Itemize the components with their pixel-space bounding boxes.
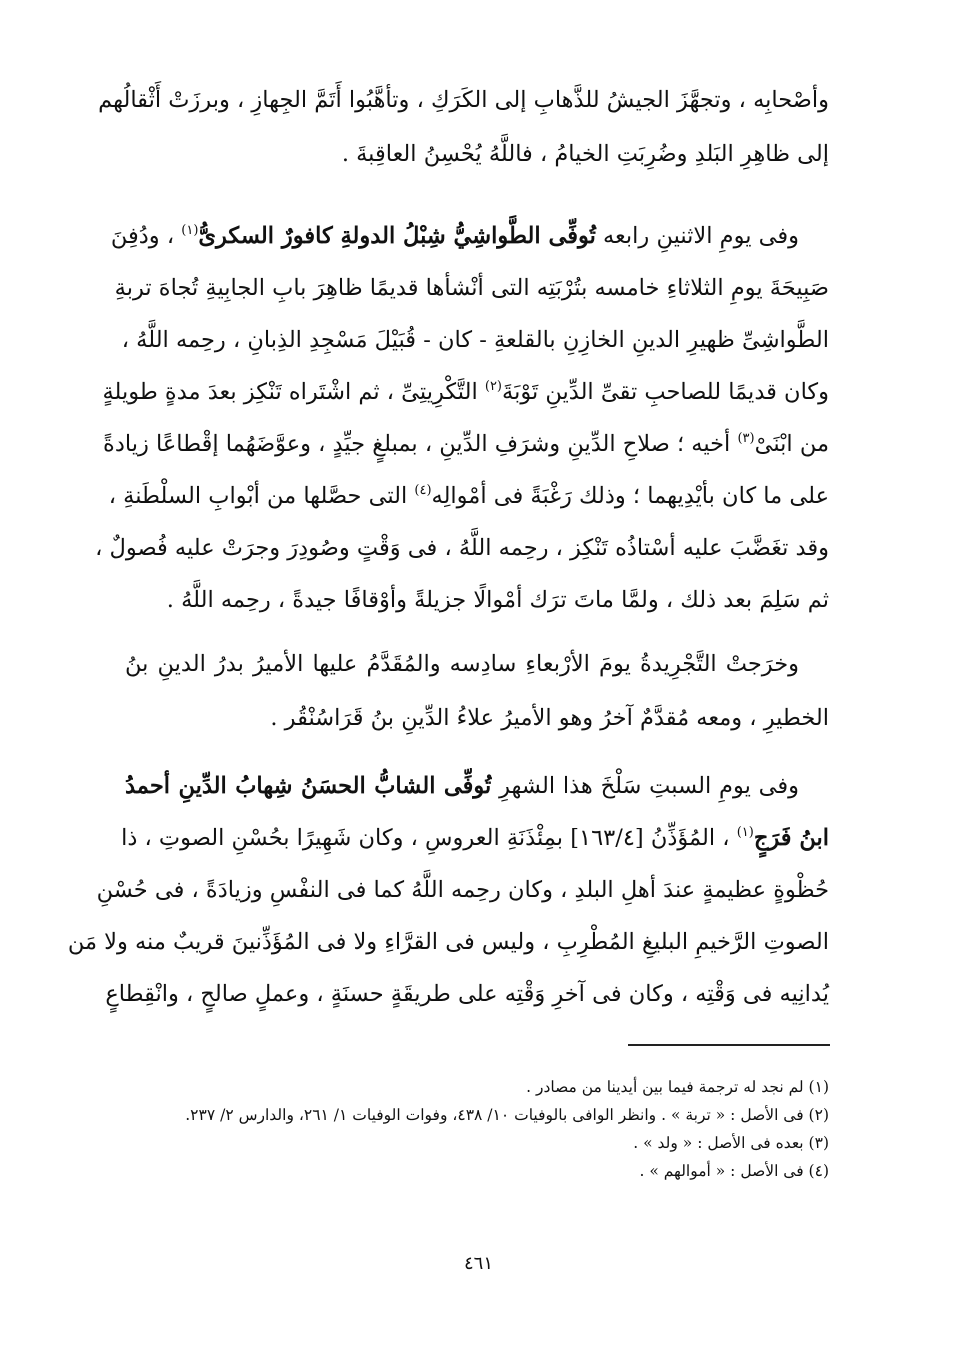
footnote-3: (٣) بعده فى الأصل : « ولد » . bbox=[633, 1134, 829, 1152]
text-run: التى حصَّلها من أبْوابِ السلْطَنةِ ، bbox=[108, 483, 415, 509]
paragraph-4-line-1 bbox=[125, 764, 829, 808]
bold-text-run: تُوفِّى الشابُّ الحسَنُ شِهابُ الدِّينِ أحمدُ bbox=[125, 773, 492, 799]
footnote-ref-2[interactable]: (٢) bbox=[484, 379, 502, 394]
paragraph-1-line-1: وأصْحابِه ، وتجهَّزَ الجيشُ للذَّهابِ إلى الكَرَكِ ، وتأهَّبُوا أَتَمَّ الجِهازِ ، وبرزَتْ أَثْقالُهم bbox=[98, 87, 829, 113]
text-run: من ابْنَىْ bbox=[754, 431, 829, 457]
text-run: ، المُؤَذِّنُ [١٦٣/٤] بمِئْذَنَةِ العروسِ ، وكان شَهِيرًا بحُسْنِ الصوتِ ، ذا bbox=[121, 825, 737, 851]
paragraph-2-line-7: وقد تغَضَّبَ عليه أسْتاذُه تَنْكِز ، رحِمه اللَّهُ ، فى وَقْتٍ وصُودِرَ وجرَتْ عليه فُصولٌ ، bbox=[95, 535, 829, 561]
footnote-ref-3[interactable]: (٣) bbox=[737, 431, 755, 446]
footnote-ref-4[interactable]: (٤) bbox=[414, 483, 432, 498]
paragraph-2-line-5 bbox=[103, 422, 829, 466]
footnote-ref-1[interactable]: (١) bbox=[181, 223, 199, 238]
paragraph-2-line-4 bbox=[102, 370, 829, 414]
paragraph-4-line-3: حُظْوةٍ عظيمةٍ عندَ أهلِ البلدِ ، وكان رحِمه اللَّهُ كما فى النفْسِ وزيادَةً ، فى حُسْنِ bbox=[96, 877, 829, 903]
bold-text-run: ابنُ فَرَجٍ bbox=[753, 825, 829, 851]
paragraph-2-line-1 bbox=[110, 214, 829, 258]
paragraph-3-line-1: وخرَجتْ التَّجْرِيدةُ يومَ الأرْبعاءِ سادِسه والمُقَدَّمُ عليها الأميرُ بدرُ الدينِ بنُ bbox=[125, 651, 799, 677]
text-run: أخيه ؛ صلاحِ الدِّينِ وشرَفِ الدِّينِ ، بمبلغٍ جيِّدٍ ، وعوَّضَهُما إقْطاعًا زيادةً bbox=[103, 431, 738, 457]
paragraph-4-line-2 bbox=[121, 816, 829, 860]
text-run: على ما كان بأيْدِيهما ؛ وذلك رَغْبَةً فى أمْوالِه bbox=[431, 483, 829, 509]
bold-text-run: الطَّواشِيُّ شِبْلُ الدولةِ كافورٌ السكرىُّ bbox=[198, 223, 549, 249]
paragraph-1-line-2: إلى ظاهِرِ البَلدِ وضُرِبَتِ الخيامُ ، فاللَّهُ يُحْسِنُ العاقِبةَ . bbox=[341, 141, 829, 167]
text-run: التَّكْرِيتِىِّ ، ثم اشْتَراه تَنْكِز بعدَ مدةٍ طويلةٍ bbox=[102, 379, 485, 405]
paragraph-4-line-5: يُدانِيه فى وَقْتِه ، وكان فى آخرِ وَقْتِه على طريقَةٍ حسنَةٍ ، وعملٍ صالحٍ ، وانْقِطاعٍ bbox=[105, 981, 829, 1007]
paragraph-2-line-3: الطَّواشِىِّ ظهيرِ الدينِ الخازِنِ بالقلعةِ - كان - قُبَيْلَ مَسْجِدِ الذِبانِ ، رحِمه اللَّهُ ، bbox=[121, 327, 829, 353]
text-run: ، ودُفِنَ bbox=[110, 223, 182, 249]
text-run: وفى يومِ السبتِ سَلْخَ هذا الشهرِ bbox=[491, 773, 800, 799]
bold-text-run: تُوفِّى bbox=[548, 223, 596, 249]
footnote-2: (٢) فى الأصل : « تربة » . وانظر الوافى بالوفيات ١٠/ ٤٣٨، وفوات الوفيات ١/ ٢٦١، والدارس ٢/ ٢٣٧. bbox=[185, 1106, 829, 1124]
paragraph-2-line-2: صَبِيحَةَ يومِ الثلاثاءِ خامسه بتُرْبَتِه التى أنْشأها قديمًا ظاهِرَ بابِ الجابِيةِ تُجاهَ تربةِ bbox=[114, 275, 829, 301]
paragraph-2-line-6 bbox=[108, 474, 829, 518]
text-run: وفى يومِ الاثنينِ رابعه bbox=[595, 223, 799, 249]
paragraph-3-line-2: الخطيرِ ، ومعه مُقدَّمٌ آخرُ وهو الأميرُ علاءُ الدِّينِ بنُ قَرَاسُنْقُر . bbox=[270, 705, 829, 731]
footnote-ref-1b[interactable]: (١) bbox=[736, 825, 754, 840]
page-number: ٤٦١ bbox=[463, 1253, 493, 1274]
footnote-4: (٤) فى الأصل : « أموالهم » . bbox=[639, 1162, 829, 1180]
footnote-1: (١) لم نجد له ترجمة فيما بين أيدينا من مصادر . bbox=[526, 1078, 829, 1096]
footnote-separator bbox=[628, 1044, 830, 1046]
paragraph-4-line-4: الصوتِ الرَّخيمِ البليغِ المُطْرِبِ ، وليس فى القرَّاءِ ولا فى المُؤَذِّنينَ قريبٌ منه ولا مَن bbox=[67, 929, 829, 955]
text-run: وكان قديمًا للصاحبِ تقىِّ الدِّينِ تَوْبَةَ bbox=[502, 379, 829, 405]
paragraph-2-line-8: ثم سَلِمَ بعد ذلك ، ولمَّا ماتَ ترَك أمْوالًا جزيلةً وأوْقافًا جيدةً ، رحِمه اللَّهُ . bbox=[166, 587, 829, 613]
